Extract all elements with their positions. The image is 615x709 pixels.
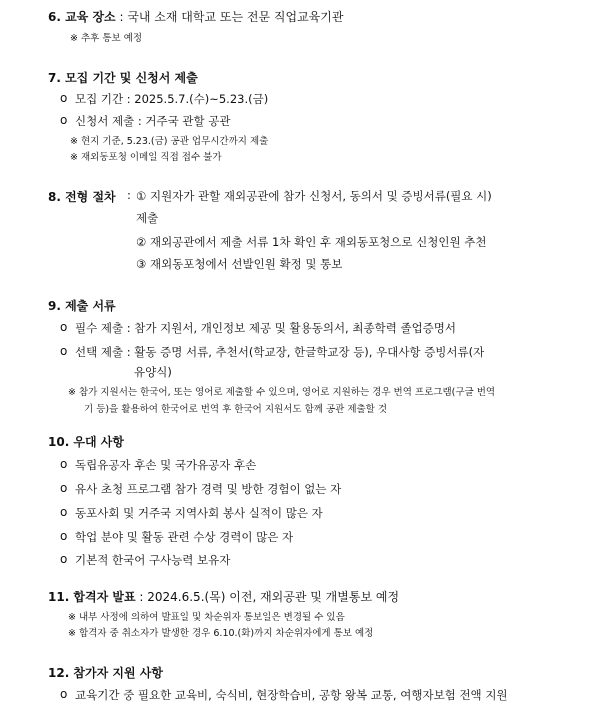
section-8-heading [48,188,116,205]
section-6-note: ※ 추후 통보 예정 [70,33,143,44]
section-8-step-1-cont: 제출 [136,211,159,225]
section-8-step-3: ③ 재외동포청에서 선발인원 확정 및 통보 [136,257,343,271]
bullet-icon: ο [60,505,68,519]
section-8-step-2: ② 재외공관에서 제출 서류 1차 확인 후 재외동포청으로 신청인원 추천 [136,235,487,249]
section-6-title: 6. 교육 장소 [48,10,116,24]
section-12-heading [48,664,163,681]
section-11-note-cancel: ※ 합격자 중 취소자가 발생한 경우 6.10.(화)까지 차순위자에게 통보 예정 [68,628,374,639]
section-12-title: 12. 참가자 지원 사항 [48,666,163,680]
section-8-colon: : [127,188,131,202]
section-9-heading [48,297,116,314]
section-11-title: 11. 합격자 발표 [48,590,136,604]
section-9-item-optional-cont: 유양식) [134,365,172,379]
bullet-icon: ο [60,529,68,543]
section-7-title: 7. 모집 기간 및 신청서 제출 [48,71,198,85]
bullet-icon: ο [60,457,68,471]
section-10-item: 유사 초청 프로그램 참가 경력 및 방한 경험이 없는 자 [75,482,342,496]
section-8-step-1: ① 지원자가 관할 재외공관에 참가 신청서, 동의서 및 증빙서류(필요 시) [136,189,492,203]
section-11-heading [48,588,399,605]
section-10-item: 기본적 한국어 구사능력 보유자 [75,553,231,567]
section-7-note-deadline: ※ 현지 기준, 5.23.(금) 공관 업무시간까지 제출 [70,136,269,147]
section-12-item-support: 교육기간 중 필요한 교육비, 숙식비, 현장학습비, 공항 왕복 교통, 여행자보험 전액 지원 [75,688,508,702]
section-9-note-language: ※ 참가 지원서는 한국어, 또는 영어로 제출할 수 있으며, 영어로 지원하는 경우 번역 프로그램(구글 번역 [68,387,496,398]
section-10-item: 동포사회 및 거주국 지역사회 봉사 실적이 많은 자 [75,506,323,520]
bullet-icon: ο [60,113,68,127]
section-11-note-change: ※ 내부 사정에 의하여 발표일 및 차순위자 통보일은 변경될 수 있음 [68,612,345,623]
bullet-icon: ο [60,344,68,358]
section-6-text: : 국내 소재 대학교 또는 전문 직업교육기관 [115,10,344,24]
section-9-item-optional: 선택 제출 : 활동 증명 서류, 추천서(학교장, 한글학교장 등), 우대사항 증빙서류(자 [75,345,485,359]
section-7-note-email: ※ 재외동포청 이메일 직접 접수 불가 [70,152,222,163]
section-7-item-submission: 신청서 제출 : 거주국 관할 공관 [75,114,231,128]
bullet-icon: ο [60,481,68,495]
section-6-heading [48,8,343,25]
bullet-icon: ο [60,320,68,334]
section-8-title: 8. 전형 절차 [48,190,116,204]
bullet-icon: ο [60,687,68,701]
section-9-note-language-cont: 기 등)을 활용하여 한국어로 번역 후 한국어 지원서도 함께 공관 제출할 것 [84,404,388,415]
section-10-item: 독립유공자 후손 및 국가유공자 후손 [75,458,257,472]
section-7-item-period: 모집 기간 : 2025.5.7.(수)~5.23.(금) [75,92,269,106]
section-10-title: 10. 우대 사항 [48,435,124,449]
section-10-item: 학업 분야 및 활동 관련 수상 경력이 많은 자 [75,530,294,544]
section-9-title: 9. 제출 서류 [48,299,116,313]
section-11-text: : 2024.6.5.(목) 이전, 재외공관 및 개별통보 예정 [135,590,400,604]
section-7-heading [48,69,198,86]
bullet-icon: ο [60,91,68,105]
section-10-heading [48,433,124,450]
bullet-icon: ο [60,552,68,566]
section-9-item-required: 필수 제출 : 참가 지원서, 개인정보 제공 및 활용동의서, 최종학력 졸업증명서 [75,321,457,335]
